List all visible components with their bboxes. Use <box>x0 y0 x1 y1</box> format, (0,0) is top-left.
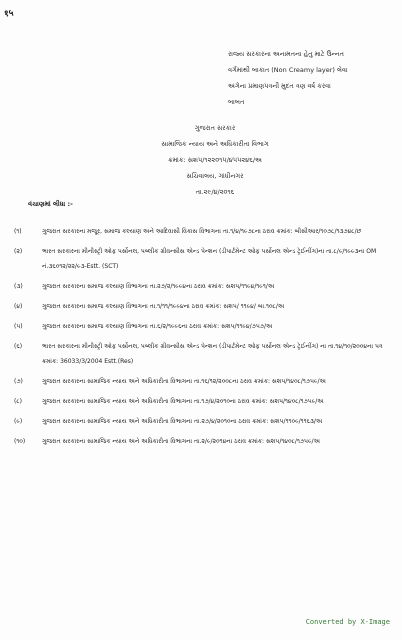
reference-number: (૨) <box>14 248 23 255</box>
reference-text: ગુજરાત સરકારના સામાજિક ન્યાય અને અધિકારીતા વિભાગના તા.૧૭/૪/૨૦૧૦ના ઠરાવ ક્રમાંક: સશપ/૧૪૦૮/૧૭૫૯/અ <box>42 398 324 405</box>
reference-number: (૯) <box>14 418 23 425</box>
government-name: ગુજરાત સરકાર <box>194 124 236 132</box>
reference-text: ગુજરાત સરકારના સામાજિક ન્યાય અને અધિકારીતા વિભાગના તા.૧૬/૧૨/૨૦૦૮ના ઠરાવ ક્રમાંક: સશપ/૧૪૦૮/૧૭૫૯/અ <box>42 378 326 385</box>
subject-line: અંગેના પ્રમાણપત્રની મુદત ત્રણ વર્ષ કરવા <box>228 82 331 90</box>
reference-item <box>14 299 386 314</box>
reference-item <box>14 224 386 239</box>
subject-block <box>228 46 398 110</box>
reference-number: (૫) <box>14 323 23 330</box>
reference-number: (૩) <box>14 283 23 290</box>
reference-item <box>14 434 386 449</box>
place: સચિવાલય, ગાંધીનગર <box>186 172 244 180</box>
converter-watermark: Converted by X-Image <box>305 618 390 626</box>
reference-number: (૬) <box>14 343 23 350</box>
reference-item <box>14 319 386 334</box>
reference-number: (૧૦) <box>14 438 26 445</box>
reference-item <box>14 414 386 429</box>
reference-number: (૪) <box>14 303 23 310</box>
references-heading: વંચાણમાં લીધા :- <box>28 200 73 208</box>
reference-text: ગુજરાત સરકારના મજૂર, સમાજ કલ્યાણ અને આદિવાસી વિકાસ વિભાગના તા.૧/૪/૧૯૭૮ના ઠરાવ ક્રમાંક: બીસીઆર/૧૦૭૮/૧૩૭૪૮/છ <box>42 228 362 235</box>
subject-line: રાજ્ય સરકારના અનામતના હેતુ માટે ઉન્નત <box>228 50 344 58</box>
reference-text: ગુજરાત સરકારના સમાજ કલ્યાણ વિભાગના તા.૬/૨/૧૯૯૬ના ઠરાવ ક્રમાંક: સશપ/૧૧૯૪/૭૫૭/અ <box>42 323 273 330</box>
department-name: સામાજિક ન્યાય અને અધિકારીતા વિભાગ <box>161 140 269 148</box>
reference-number: (૮) <box>14 398 22 405</box>
reference-text: ભારત સરકારના મીનીસ્ટ્રી ઓફ પર્સોનલ, પબ્લીક ગ્રીવન્સીસ એન્ડ પેન્શન (ડીપાર્ટમેન્ટ ઓફ પર્સોનલ એન્ડ ટ્રેઈનીંગ)ના તા.૮/૯/૧૯૯૩ના OM નં.૩૬૦૧૨/૨૨/૯૩-Estt. (SCT) <box>42 248 377 270</box>
reference-text: ગુજરાત સરકારના સામાજિક ન્યાય અને અધિકારીતા વિભાગના તા.૨૭/૪/૨૦૧૦ના ઠરાવ ક્રમાંક: સશપ/૧૧૦૯/૧૧૬૩/અ <box>42 418 323 425</box>
references-list <box>14 224 386 454</box>
reference-item <box>14 374 386 389</box>
reference-number: (૧) <box>14 228 22 235</box>
reference-item <box>14 394 386 409</box>
resolution-number: ક્રમાંક: સશપ/૧૨૨૦૧૫/૪૫૫૨૪૬/અ <box>168 156 262 164</box>
reference-item <box>14 339 386 369</box>
reference-item <box>14 279 386 294</box>
reference-number: (૭) <box>14 378 23 385</box>
resolution-date: તા.૨૯/૪/૨૦૧૬ <box>195 188 235 196</box>
reference-text: ગુજરાત સરકારના સમાજ કલ્યાણ વિભાગના તા.૨૭/૨/૧૯૯૪ના ઠરાવ ક્રમાંક: સશપ/૧૧૯૪/૧૯૧/અ <box>42 283 275 290</box>
reference-text: ગુજરાત સરકારના સમાજ કલ્યાણ વિભાગના તા.૧/૧૧/૧૯૯૪ના ઠરાવ ક્રમાંક: સશપ/ ૧૧૯૪/ બા.૧૦૮/અ <box>42 303 285 310</box>
margin-page-number: १५ <box>3 8 15 20</box>
reference-item <box>14 244 386 274</box>
reference-text: ભારત સરકારના મીનીસ્ટ્રી ઓફ પર્સોનલ, પબ્લીક ગ્રીવન્સીસ એન્ડ પેન્શન (ડીપાર્ટમેન્ટ ઓફ પર્સોનલ એન્ડ ટ્રેઈનીંગ) ના તા.૧૪/૧૦/૨૦૦૪ના પત્ર ક્રમાંક: 36033/3/2004 Estt.(Res) <box>42 343 383 365</box>
subject-line: વર્ગમાંથી બાકાત (Non Creamy layer) લેવા <box>228 66 348 74</box>
reference-text: ગુજરાત સરકારના સામાજિક ન્યાય અને અધિકારીતા વિભાગના તા.૨/૯/૨૦૧૪ના ઠરાવ ક્રમાંક: સશપ/૧૪૦૮/૧૭૫૯/અ <box>42 438 320 445</box>
subject-line: બાબત <box>228 98 245 106</box>
